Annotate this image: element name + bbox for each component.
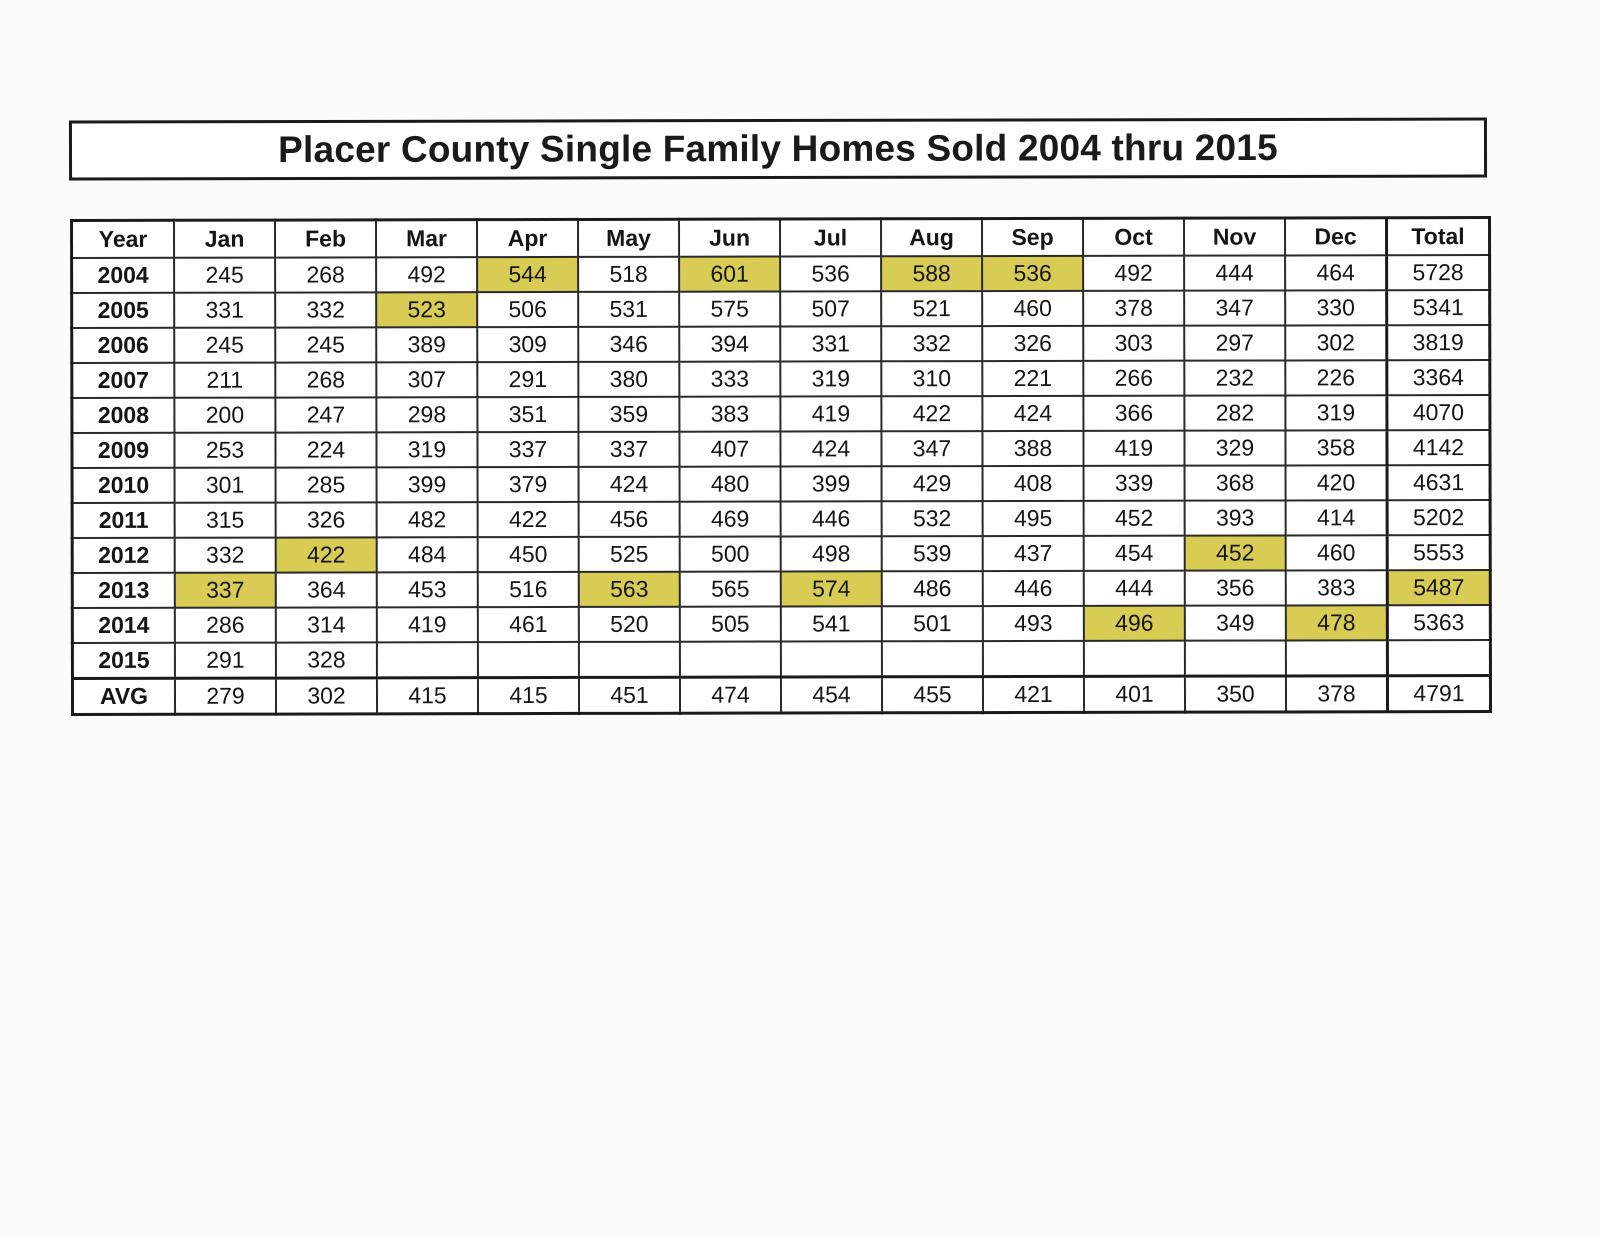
value-cell: 452 xyxy=(1185,535,1286,570)
value-cell: 521 xyxy=(881,291,982,326)
average-cell: 350 xyxy=(1185,676,1286,712)
value-cell: 414 xyxy=(1286,500,1388,535)
year-cell: 2009 xyxy=(72,433,175,468)
table-row xyxy=(72,465,1490,503)
value-cell: 506 xyxy=(477,292,578,327)
sales-table-container xyxy=(70,216,1492,716)
table-row xyxy=(72,535,1490,573)
value-cell xyxy=(1185,640,1286,676)
value-cell: 332 xyxy=(275,292,376,327)
value-cell: 422 xyxy=(478,502,579,537)
average-label: AVG xyxy=(72,678,175,714)
total-cell: 4070 xyxy=(1387,395,1490,430)
value-cell: 453 xyxy=(377,572,478,607)
value-cell: 314 xyxy=(276,607,377,642)
value-cell: 399 xyxy=(781,466,882,501)
value-cell xyxy=(882,641,983,677)
value-cell: 378 xyxy=(1083,291,1184,326)
total-cell: 4631 xyxy=(1387,465,1490,500)
value-cell: 358 xyxy=(1285,430,1387,465)
value-cell: 291 xyxy=(477,362,578,397)
value-cell: 364 xyxy=(276,572,377,607)
value-cell: 492 xyxy=(376,257,477,292)
average-cell: 415 xyxy=(478,677,579,713)
value-cell: 393 xyxy=(1185,500,1286,535)
column-header-may: May xyxy=(578,219,679,257)
value-cell: 563 xyxy=(579,572,680,607)
column-header-feb: Feb xyxy=(275,220,376,258)
value-cell: 211 xyxy=(174,363,275,398)
total-cell: 4142 xyxy=(1387,430,1490,465)
total-cell: 3819 xyxy=(1387,325,1490,360)
value-cell: 232 xyxy=(1184,360,1285,395)
value-cell: 493 xyxy=(983,606,1084,641)
average-cell: 451 xyxy=(579,677,680,713)
value-cell: 575 xyxy=(679,292,780,327)
column-header-jan: Jan xyxy=(174,220,275,258)
value-cell: 286 xyxy=(175,608,276,643)
value-cell: 380 xyxy=(578,362,679,397)
column-header-year: Year xyxy=(72,220,175,258)
value-cell: 303 xyxy=(1083,326,1184,361)
value-cell: 266 xyxy=(1083,361,1184,396)
column-header-sep: Sep xyxy=(982,218,1083,256)
sales-table xyxy=(70,216,1492,716)
value-cell: 429 xyxy=(882,466,983,501)
year-cell: 2015 xyxy=(72,643,175,679)
year-cell: 2011 xyxy=(72,503,175,538)
year-cell: 2004 xyxy=(72,258,175,293)
value-cell xyxy=(781,641,882,677)
value-cell: 480 xyxy=(680,467,781,502)
value-cell: 424 xyxy=(982,396,1083,431)
value-cell: 319 xyxy=(780,361,881,396)
value-cell: 301 xyxy=(175,468,276,503)
value-cell: 461 xyxy=(478,607,579,642)
value-cell: 226 xyxy=(1285,360,1387,395)
average-cell: 401 xyxy=(1084,676,1185,712)
average-cell: 474 xyxy=(680,677,781,713)
table-row xyxy=(72,325,1490,363)
value-cell: 315 xyxy=(175,503,276,538)
value-cell: 518 xyxy=(578,257,679,292)
value-cell: 298 xyxy=(376,397,477,432)
value-cell: 366 xyxy=(1083,396,1184,431)
average-cell: 421 xyxy=(983,676,1084,712)
table-row xyxy=(72,395,1490,433)
total-cell: 5728 xyxy=(1387,255,1490,290)
value-cell xyxy=(579,642,680,678)
value-cell: 525 xyxy=(579,537,680,572)
column-header-mar: Mar xyxy=(376,220,477,258)
value-cell: 347 xyxy=(881,431,982,466)
value-cell: 424 xyxy=(579,467,680,502)
value-cell: 282 xyxy=(1184,395,1285,430)
value-cell: 495 xyxy=(983,501,1084,536)
total-cell: 3364 xyxy=(1387,360,1490,395)
total-cell: 5202 xyxy=(1387,500,1490,535)
value-cell: 379 xyxy=(478,467,579,502)
value-cell: 574 xyxy=(781,571,882,606)
total-cell: 5341 xyxy=(1387,290,1490,325)
value-cell: 601 xyxy=(679,257,780,292)
value-cell: 245 xyxy=(275,327,376,362)
value-cell: 339 xyxy=(1084,466,1185,501)
value-cell: 346 xyxy=(578,327,679,362)
value-cell: 501 xyxy=(882,606,983,641)
value-cell: 422 xyxy=(881,396,982,431)
value-cell xyxy=(1286,640,1388,676)
value-cell: 460 xyxy=(1286,535,1388,570)
value-cell: 419 xyxy=(377,607,478,642)
value-cell: 469 xyxy=(680,502,781,537)
value-cell: 419 xyxy=(780,396,881,431)
value-cell: 492 xyxy=(1083,256,1184,291)
value-cell: 450 xyxy=(478,537,579,572)
value-cell: 333 xyxy=(679,362,780,397)
value-cell xyxy=(377,642,478,678)
value-cell: 302 xyxy=(1285,325,1387,360)
value-cell: 383 xyxy=(1286,570,1388,605)
table-row xyxy=(72,290,1490,328)
value-cell: 565 xyxy=(680,572,781,607)
value-cell: 268 xyxy=(275,362,376,397)
value-cell: 337 xyxy=(477,432,578,467)
value-cell: 539 xyxy=(882,536,983,571)
value-cell: 399 xyxy=(377,467,478,502)
value-cell: 368 xyxy=(1185,465,1286,500)
value-cell xyxy=(478,642,579,678)
value-cell: 408 xyxy=(983,466,1084,501)
value-cell: 331 xyxy=(174,293,275,328)
value-cell: 337 xyxy=(578,432,679,467)
value-cell: 319 xyxy=(376,432,477,467)
page-title: Placer County Single Family Homes Sold 2004 thru 2015 xyxy=(278,126,1278,171)
value-cell: 224 xyxy=(275,432,376,467)
value-cell: 505 xyxy=(680,607,781,642)
value-cell: 507 xyxy=(780,291,881,326)
value-cell: 482 xyxy=(377,502,478,537)
value-cell: 310 xyxy=(881,361,982,396)
total-cell: 5363 xyxy=(1387,605,1490,640)
value-cell: 221 xyxy=(982,361,1083,396)
year-cell: 2013 xyxy=(72,573,175,608)
value-cell: 446 xyxy=(781,501,882,536)
column-header-nov: Nov xyxy=(1184,218,1285,256)
column-header-dec: Dec xyxy=(1285,218,1387,256)
value-cell: 444 xyxy=(1184,255,1285,290)
value-cell: 420 xyxy=(1286,465,1388,500)
value-cell xyxy=(1084,641,1185,677)
total-cell xyxy=(1387,640,1490,676)
value-cell: 388 xyxy=(982,431,1083,466)
table-row xyxy=(72,640,1490,678)
value-cell: 486 xyxy=(882,571,983,606)
column-header-aug: Aug xyxy=(881,219,982,257)
value-cell: 268 xyxy=(275,257,376,292)
title-box xyxy=(69,118,1487,181)
year-cell: 2005 xyxy=(72,293,175,328)
value-cell: 326 xyxy=(982,326,1083,361)
table-row xyxy=(72,360,1490,398)
value-cell: 478 xyxy=(1286,605,1388,640)
value-cell: 464 xyxy=(1285,255,1387,290)
value-cell: 328 xyxy=(276,642,377,678)
average-cell: 455 xyxy=(882,677,983,713)
value-cell: 536 xyxy=(982,256,1083,291)
column-header-oct: Oct xyxy=(1083,218,1184,256)
table-row xyxy=(72,255,1490,293)
value-cell: 452 xyxy=(1084,501,1185,536)
value-cell: 356 xyxy=(1185,570,1286,605)
value-cell: 383 xyxy=(679,397,780,432)
average-cell: 279 xyxy=(175,678,276,714)
value-cell: 531 xyxy=(578,292,679,327)
value-cell: 498 xyxy=(781,536,882,571)
value-cell: 394 xyxy=(679,327,780,362)
value-cell: 500 xyxy=(680,537,781,572)
value-cell: 319 xyxy=(1285,395,1387,430)
value-cell: 484 xyxy=(377,537,478,572)
value-cell: 307 xyxy=(376,362,477,397)
table-body xyxy=(72,255,1491,714)
value-cell: 544 xyxy=(477,257,578,292)
value-cell: 407 xyxy=(679,432,780,467)
value-cell: 389 xyxy=(376,327,477,362)
column-header-apr: Apr xyxy=(477,219,578,257)
value-cell: 419 xyxy=(1083,431,1184,466)
average-row xyxy=(72,676,1490,715)
average-cell: 378 xyxy=(1286,676,1388,712)
value-cell: 456 xyxy=(579,502,680,537)
value-cell: 424 xyxy=(780,431,881,466)
year-cell: 2007 xyxy=(72,363,175,398)
column-header-jun: Jun xyxy=(679,219,780,257)
value-cell: 422 xyxy=(276,537,377,572)
value-cell: 200 xyxy=(174,398,275,433)
value-cell: 247 xyxy=(275,397,376,432)
column-header-total: Total xyxy=(1387,218,1490,256)
average-cell: 302 xyxy=(276,678,377,714)
value-cell: 297 xyxy=(1184,325,1285,360)
year-cell: 2014 xyxy=(72,608,175,643)
value-cell: 245 xyxy=(174,328,275,363)
average-cell: 454 xyxy=(781,677,882,713)
value-cell: 444 xyxy=(1084,571,1185,606)
value-cell: 253 xyxy=(174,433,275,468)
value-cell: 437 xyxy=(983,536,1084,571)
value-cell: 588 xyxy=(881,256,982,291)
value-cell: 347 xyxy=(1184,290,1285,325)
value-cell: 446 xyxy=(983,571,1084,606)
value-cell: 337 xyxy=(175,573,276,608)
table-row xyxy=(72,500,1490,538)
year-cell: 2008 xyxy=(72,398,175,433)
value-cell: 520 xyxy=(579,607,680,642)
value-cell: 454 xyxy=(1084,536,1185,571)
table-row xyxy=(72,605,1490,643)
value-cell: 532 xyxy=(882,501,983,536)
value-cell: 285 xyxy=(276,467,377,502)
total-cell: 5487 xyxy=(1387,570,1490,605)
column-header-jul: Jul xyxy=(780,219,881,257)
value-cell: 329 xyxy=(1184,430,1285,465)
total-cell: 5553 xyxy=(1387,535,1490,570)
value-cell xyxy=(680,642,781,678)
year-cell: 2006 xyxy=(72,328,175,363)
value-cell: 326 xyxy=(276,502,377,537)
value-cell: 359 xyxy=(578,397,679,432)
value-cell: 516 xyxy=(478,572,579,607)
value-cell: 351 xyxy=(477,397,578,432)
value-cell: 523 xyxy=(376,292,477,327)
table-row xyxy=(72,570,1490,608)
value-cell: 349 xyxy=(1185,605,1286,640)
value-cell: 245 xyxy=(174,258,275,293)
year-cell: 2010 xyxy=(72,468,175,503)
value-cell: 536 xyxy=(780,256,881,291)
value-cell: 541 xyxy=(781,606,882,641)
value-cell: 291 xyxy=(175,643,276,679)
table-row xyxy=(72,430,1490,468)
value-cell: 460 xyxy=(982,291,1083,326)
value-cell: 309 xyxy=(477,327,578,362)
value-cell: 330 xyxy=(1285,290,1387,325)
value-cell: 332 xyxy=(175,538,276,573)
value-cell: 496 xyxy=(1084,606,1185,641)
value-cell: 332 xyxy=(881,326,982,361)
value-cell: 331 xyxy=(780,326,881,361)
average-total-cell: 4791 xyxy=(1387,676,1490,712)
header-row xyxy=(72,218,1490,258)
year-cell: 2012 xyxy=(72,538,175,573)
average-cell: 415 xyxy=(377,678,478,714)
value-cell xyxy=(983,641,1084,677)
